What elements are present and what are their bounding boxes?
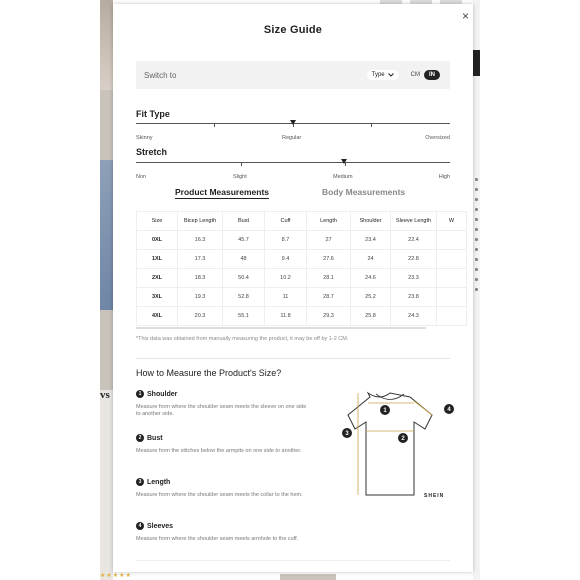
fit-option: Regular	[282, 135, 302, 141]
table-row	[137, 250, 467, 269]
table-header: Sleeve Length	[391, 212, 437, 231]
diagram-number: 3	[345, 431, 349, 438]
table-header-row	[137, 212, 467, 231]
size-guide-modal	[113, 4, 473, 572]
tab-body-measurements[interactable]: Body Measurements	[322, 187, 406, 197]
table-cell: 17.3	[178, 250, 223, 269]
table-header: Bicep Length	[178, 212, 223, 231]
table-header: Length	[307, 212, 351, 231]
rating-stars-icon: ★★★★★	[100, 573, 132, 579]
chevron-down-icon	[388, 73, 394, 77]
fit-type-label: Fit Type	[136, 109, 170, 119]
diagram-number: 4	[447, 407, 451, 414]
measurement-tabs	[136, 187, 450, 201]
unit-cm-option[interactable]: CM	[410, 72, 420, 78]
diagram-number: 2	[401, 436, 405, 443]
table-cell: 0XL	[137, 231, 178, 250]
unit-toggle[interactable]	[409, 70, 440, 80]
table-header: W	[437, 212, 467, 231]
background-right-panel	[473, 0, 480, 580]
table-cell: 24	[351, 250, 391, 269]
switch-bar	[136, 61, 450, 89]
table-cell: 4XL	[137, 307, 178, 326]
step-number-icon: 3	[136, 478, 144, 486]
measure-step-sleeves	[136, 522, 311, 543]
stretch-option: Medium	[333, 174, 353, 180]
unit-in-option[interactable]: IN	[424, 70, 440, 80]
table-cell: 50.4	[223, 269, 265, 288]
table-cell: 24.3	[391, 307, 437, 326]
table-cell: 18.3	[178, 269, 223, 288]
table-cell: 3XL	[137, 288, 178, 307]
type-dropdown[interactable]	[367, 70, 399, 80]
table-cell	[437, 307, 467, 326]
step-number-icon: 4	[136, 522, 144, 530]
step-description: Measure from the stitches below the armpits on one side to another.	[136, 448, 302, 454]
table-cell: 23.4	[351, 231, 391, 250]
step-number-icon: 1	[136, 390, 144, 398]
close-icon[interactable]: ×	[461, 9, 469, 23]
table-header: Size	[137, 212, 178, 231]
table-cell: 24.6	[351, 269, 391, 288]
table-cell	[437, 269, 467, 288]
table-cell: 20.3	[178, 307, 223, 326]
tab-product-measurements[interactable]: Product Measurements	[175, 187, 269, 197]
table-header: Shoulder	[351, 212, 391, 231]
table-cell: 25.2	[351, 288, 391, 307]
background-product-photo	[280, 574, 336, 580]
stretch-option: High	[438, 174, 450, 180]
background-left-images	[100, 0, 113, 580]
size-table-container[interactable]	[136, 211, 455, 329]
table-cell	[437, 288, 467, 307]
background-button	[473, 50, 480, 76]
size-table	[136, 211, 467, 326]
stretch-option: Non	[136, 174, 147, 180]
fit-type-marker-icon	[290, 120, 296, 125]
table-header: Cuff	[265, 212, 307, 231]
step-number-icon: 2	[136, 434, 144, 442]
table-cell: 8.7	[265, 231, 307, 250]
step-description: Measure from where the shoulder seam meets armhole to the cuff.	[136, 536, 299, 542]
switch-label: Switch to	[144, 70, 177, 80]
table-cell: 19.3	[178, 288, 223, 307]
table-cell: 28.1	[307, 269, 351, 288]
table-cell: 11.8	[265, 307, 307, 326]
table-cell: 48	[223, 250, 265, 269]
table-cell: 45.7	[223, 231, 265, 250]
measure-step-shoulder	[136, 390, 311, 418]
table-header: Bust	[223, 212, 265, 231]
step-label: Length	[147, 478, 171, 486]
stretch-label: Stretch	[136, 147, 168, 157]
stretch-options	[136, 174, 450, 182]
table-cell: 11	[265, 288, 307, 307]
table-cell	[437, 250, 467, 269]
table-cell: 23.8	[391, 288, 437, 307]
stretch-option: Slight	[233, 174, 247, 180]
fit-option: Oversized	[425, 135, 450, 141]
step-label: Bust	[147, 434, 163, 442]
table-cell: 55.1	[223, 307, 265, 326]
modal-title: Size Guide	[263, 24, 323, 36]
step-label: Sleeves	[147, 522, 174, 530]
type-dropdown-label: Type	[371, 72, 385, 78]
table-cell: 2XL	[137, 269, 178, 288]
table-cell: 27.6	[307, 250, 351, 269]
table-cell: 27	[307, 231, 351, 250]
diagram-brand-label: SHEIN	[424, 493, 445, 499]
fit-type-options	[136, 135, 450, 143]
table-row	[137, 307, 467, 326]
table-cell: 9.4	[265, 250, 307, 269]
stretch-marker-icon	[341, 159, 347, 164]
table-cell: 16.3	[178, 231, 223, 250]
table-cell: 29.3	[307, 307, 351, 326]
background-product-photo	[100, 160, 113, 310]
table-row	[137, 269, 467, 288]
measurement-note: *This data was obtained from manually measuring the product, it may be off by 1-2 CM.	[136, 336, 349, 342]
how-to-measure-title: How to Measure the Product's Size?	[136, 368, 282, 378]
table-cell: 10.2	[265, 269, 307, 288]
table-scrollbar[interactable]	[136, 327, 426, 329]
table-cell: 22.8	[391, 250, 437, 269]
table-cell: 1XL	[137, 250, 178, 269]
step-label: Shoulder	[147, 390, 178, 398]
measure-step-bust	[136, 434, 311, 455]
tshirt-diagram-icon	[328, 387, 453, 502]
step-description: Measure from where the shoulder seam meets the sleeve on one side to another side.	[136, 404, 307, 417]
table-row	[137, 231, 467, 250]
background-product-photo	[100, 390, 113, 580]
table-row	[137, 288, 467, 307]
diagram-number: 1	[383, 408, 387, 415]
background-product-photo	[100, 0, 113, 90]
table-cell	[437, 231, 467, 250]
background-text: vs	[100, 389, 110, 401]
table-cell: 25.8	[351, 307, 391, 326]
table-cell: 52.8	[223, 288, 265, 307]
step-description: Measure from where the shoulder seam meets the collar to the hem.	[136, 492, 303, 498]
measure-step-length	[136, 478, 311, 499]
table-cell: 22.4	[391, 231, 437, 250]
divider	[136, 358, 450, 359]
table-cell: 23.3	[391, 269, 437, 288]
fit-option: Skinny	[136, 135, 153, 141]
divider	[136, 560, 450, 561]
table-cell: 28.7	[307, 288, 351, 307]
